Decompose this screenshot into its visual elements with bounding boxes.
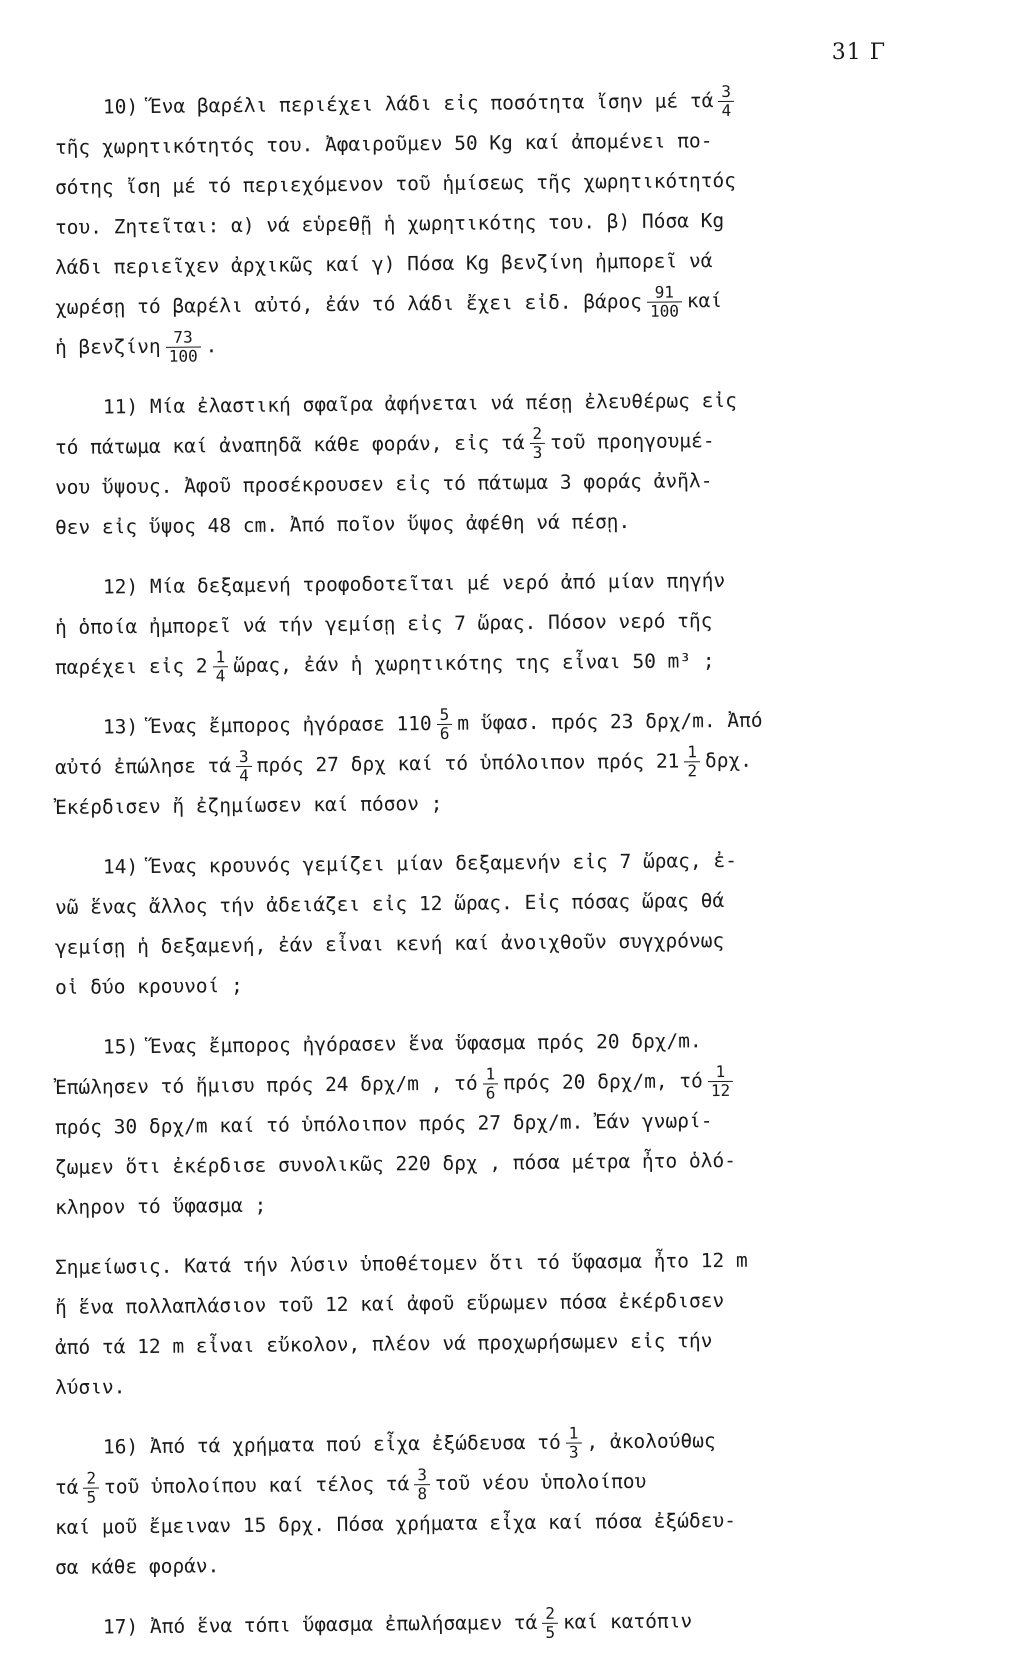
text-run: λάδι περιεῖχεν ἀρχικῶς καί γ) Πόσα Kg βενζίνη ἠμπορεῖ νά [54, 249, 713, 279]
text-run: παρέχει εἰς 2 [54, 654, 208, 679]
text-run: τῆς χωρητικότητός του. Ἀφαιροῦμεν 50 Kg καί ἀπομένει πο- [54, 129, 713, 159]
text-run: καί [686, 289, 723, 313]
problem-13 [54, 704, 915, 828]
text-run: πρός 27 δρχ καί τό ὑπόλοιπον πρός 21 [256, 749, 680, 777]
fraction-denominator: 4 [721, 100, 732, 121]
fraction-denominator: 2 [687, 761, 698, 781]
text-line [55, 1359, 915, 1408]
text-run: τά [54, 1475, 79, 1499]
fraction [566, 1424, 582, 1461]
fraction [718, 83, 734, 120]
fraction [542, 1605, 558, 1642]
text-line [55, 959, 915, 1008]
fraction [165, 328, 200, 365]
text-run: ζωμεν ὅτι ἐκέρδισε συνολικῶς 220 δρχ , πόσα μέτρα ἦτο ὁλό- [54, 1148, 736, 1179]
fraction-numerator: 2 [83, 1470, 99, 1489]
text-run: 13) Ἕνας ἔμπορος ἠγόρασε 110 [102, 712, 432, 739]
text-run: σότης ἴση μέ τό περιεχόμενον τοῦ ἡμίσεως τῆς χωρητικότητός [54, 168, 736, 199]
problem-16 [54, 1423, 915, 1588]
fraction-numerator: 2 [542, 1605, 558, 1624]
text-run: δρχ. [704, 748, 753, 773]
problem-list [54, 81, 915, 1228]
fraction-numerator: 3 [236, 748, 252, 767]
fraction-numerator: 1 [708, 1063, 733, 1082]
fraction-denominator: 12 [710, 1080, 731, 1101]
text-line [55, 1599, 915, 1648]
text-run: νου ὕψους. Ἀφοῦ προσέκρουσεν εἰς τό πάτωμα 3 φοράς ἀνῆλ- [54, 469, 713, 499]
text-run: m ὕφασ. πρός 23 δρχ/m. Ἀπό [457, 708, 763, 735]
problem-15 [55, 1028, 915, 1228]
text-run: τοῦ ὑπολοίπου καί τέλος τά [103, 1472, 410, 1499]
fraction-denominator: 5 [86, 1487, 97, 1507]
content [54, 81, 915, 1668]
fraction-denominator: 100 [168, 346, 198, 366]
fraction [437, 706, 453, 743]
text-line [55, 639, 915, 688]
fraction-denominator: 6 [485, 1083, 496, 1103]
fraction [482, 1065, 498, 1102]
text-run: 11) Μία ἐλαστική σφαῖρα ἀφήνεται νά πέσῃ ἐλευθέρως εἰς [102, 388, 738, 419]
fraction-numerator: 1 [212, 648, 228, 667]
note-block [55, 1248, 915, 1408]
text-run: ἤ ἕνα πολλαπλάσιον τοῦ 12 καί ἀφοῦ εὕρωμεν πόσα ἐκέρδισεν [54, 1288, 725, 1319]
fraction-numerator: 73 [165, 328, 200, 347]
text-run: λύσιν. [54, 1375, 126, 1399]
text-run: ἡ βενζίνη [54, 334, 161, 359]
text-run: γεμίσῃ ἡ δεξαμενή, ἐάν εἶναι κενή καί ἀνοιχθοῦν συγχρόνως [54, 928, 725, 959]
fraction-numerator: 3 [414, 1466, 430, 1485]
text-run: οἱ δύο κρουνοί ; [54, 974, 243, 999]
text-run: τοῦ προηγουμέ- [550, 429, 715, 454]
text-run: 10) Ἕνα βαρέλι περιέχει λάδι εἰς ποσότητα ἴσην μέ τά [102, 89, 714, 119]
problem-11 [55, 388, 915, 548]
fraction-denominator: 4 [215, 666, 226, 686]
text-run: πρός 20 δρχ/m, τό [503, 1069, 703, 1095]
problem-17 [55, 1603, 915, 1648]
text-run: τό πάτωμα καί ἀναπηδᾶ κάθε φοράν, εἰς τά [54, 431, 525, 459]
fraction-numerator: 3 [718, 83, 734, 102]
text-run: νῶ ἕνας ἄλλος τήν ἀδειάζει εἰς 12 ὥρας. Εἰς πόσας ὥρας θά [54, 888, 725, 919]
fraction [83, 1470, 99, 1507]
text-run: του. Ζητεῖται: α) νά εὑρεθῇ ἡ χωρητικότης του. β) Πόσα Kg [54, 208, 725, 239]
fraction-denominator: 4 [239, 765, 249, 786]
fraction-numerator: 1 [684, 743, 700, 762]
text-run: ἡ ὁποία ἠμπορεῖ νά τήν γεμίσῃ εἰς 7 ὥρας. Πόσον νερό τῆς [54, 609, 713, 639]
text-run: τοῦ νέου ὑπολοίπου [434, 1469, 647, 1496]
fraction [647, 283, 682, 320]
page-number: 31 Γ [831, 40, 886, 65]
text-line [55, 779, 915, 828]
fraction-denominator: 3 [532, 442, 543, 462]
problem-14 [55, 848, 915, 1008]
text-line [55, 1539, 915, 1588]
problem-list-continued [54, 1423, 915, 1648]
fraction-denominator: 8 [417, 1484, 428, 1504]
fraction-numerator: 1 [482, 1065, 498, 1084]
text-run: πρός 30 δρχ/m καί τό ὑπόλοιπον πρός 27 δρχ/m. Ἐάν γνωρί- [54, 1109, 713, 1139]
fraction [236, 748, 252, 785]
fraction [212, 648, 228, 685]
fraction-denominator: 3 [568, 1442, 579, 1462]
text-line [55, 319, 915, 368]
text-run: σα κάθε φοράν. [54, 1554, 220, 1579]
text-run: 15) Ἕνας ἔμπορος ἠγόρασεν ἕνα ὕφασμα πρός 20 δρχ/m. [102, 1029, 702, 1059]
text-run: , ἀκολούθως [586, 1429, 716, 1454]
fraction-numerator: 91 [647, 283, 682, 302]
text-run: καί κατόπιν [562, 1609, 693, 1634]
problem-10 [54, 81, 915, 368]
text-line [55, 499, 915, 548]
text-run: αὐτό ἐπώλησε τά [54, 754, 232, 779]
text-run: χωρέσῃ τό βαρέλι αὐτό, ἐάν τό λάδι ἔχει εἰδ. βάρος [54, 289, 643, 319]
text-run: 17) Ἀπό ἕνα τόπι ὕφασμα ἐπωλήσαμεν τά [102, 1610, 538, 1639]
problem-12 [55, 568, 915, 688]
text-line [55, 1179, 915, 1228]
fraction-numerator: 5 [437, 706, 453, 725]
text-run: 14) Ἕνας κρουνός γεμίζει μίαν δεξαμενήν εἰς 7 ὥρας, ἐ- [102, 848, 738, 879]
text-run: . [205, 334, 218, 358]
fraction [414, 1466, 430, 1503]
text-run: ὥρας, ἐάν ἡ χωρητικότης της εἶναι 50 m³ ; [233, 649, 715, 678]
fraction-numerator: 2 [529, 425, 545, 444]
fraction [529, 425, 545, 462]
text-run: Σημείωσις. Κατά τήν λύσιν ὑποθέτομεν ὅτι τό ὕφασμα ἦτο 12 m [54, 1248, 748, 1279]
fraction-denominator: 6 [439, 723, 450, 743]
text-run: κληρον τό ὕφασμα ; [54, 1193, 267, 1219]
text-run: Ἐκέρδισεν ἤ ἐζημίωσεν καί πόσον ; [54, 791, 443, 819]
text-run: 12) Μία δεξαμενή τροφοδοτεῖται μέ νερό ἀπό μίαν πηγήν [102, 568, 726, 599]
text-run: Ἐπώλησεν τό ἥμισυ πρός 24 δρχ/m , τό [54, 1071, 478, 1099]
fraction-numerator: 1 [566, 1424, 582, 1443]
fraction [684, 743, 700, 780]
text-run: καί μοῦ ἔμειναν 15 δρχ. Πόσα χρήματα εἶχα καί πόσα ἐξώδευ- [54, 1508, 736, 1539]
fraction-denominator: 5 [545, 1622, 556, 1642]
fraction-denominator: 100 [649, 301, 680, 321]
text-run: ἀπό τά 12 m εἶναι εὔκολον, πλέον νά προχωρήσωμεν εἰς τήν [54, 1329, 713, 1359]
text-run: 16) Ἀπό τά χρήματα πού εἶχα ἐξώδευσα τό [102, 1430, 561, 1459]
fraction [708, 1063, 734, 1100]
text-run: θεν εἰς ὕψος 48 cm. Ἀπό ποῖον ὕψος ἀφέθη νά πέσῃ. [54, 509, 631, 539]
